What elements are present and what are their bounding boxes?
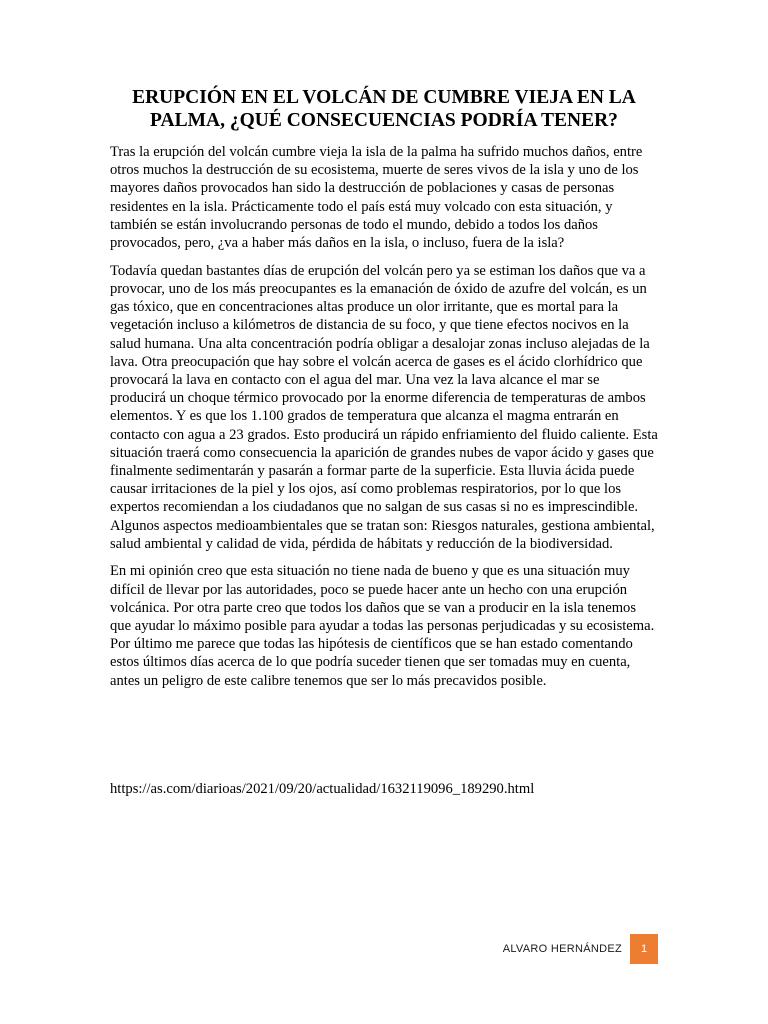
source-url: https://as.com/diarioas/2021/09/20/actualidad/1632119096_189290.html <box>110 781 535 797</box>
footer-author: ALVARO HERNÁNDEZ <box>502 943 622 955</box>
paragraph-consequences: Todavía quedan bastantes días de erupción del volcán pero ya se estiman los daños que va a provocar, uno de los más preocupantes es la emanación de óxido de azufre del volcán, es un gas tóxico, que en concentraciones altas produce un olor irritante, que es mortal para la vegetación incluso a kilómetros de distancia de su foco, y que tiene efectos nocivos en la salud humana. Una alta concentración podría obligar a desalojar zonas incluso alejadas de la lava. Otra preocupación que hay sobre el volcán acerca de gases es el ácido clorhídrico que provocará la lava en contacto con el agua del mar. Una vez la lava alcance el mar se producirá un choque térmico provocado por la enorme diferencia de temperaturas de ambos elementos. Y es que los 1.100 grados de temperatura que alcanza el magma entrarán en contacto con agua a 23 grados. Esto producirá un rápido enfriamiento del fluido caliente. Esta situación traerá como consecuencia la aparición de grandes nubes de vapor ácido y gases que finalmente sedimentarán y pasarán a formar parte de la superficie. Esta lluvia ácida puede causar irritaciones de la piel y los ojos, así como problemas respiratorios, por lo que los expertos recomiendan a los ciudadanos que no salgan de sus casas si no es imprescindible. Algunos aspectos medioambientales que se tratan son: Riesgos naturales, gestiona ambiental, salud ambiental y calidad de vida, pérdida de hábitats y reducción de la biodiversidad. <box>110 262 658 552</box>
page-footer <box>503 934 658 964</box>
paragraph-opinion: En mi opinión creo que esta situación no tiene nada de bueno y que es una situación muy difícil de llevar por las autoridades, poco se puede hacer ante un hecho con una erupción volcánica. Por otra parte creo que todos los daños que se van a producir en la isla tenemos que ayudar lo máximo posible para ayudar a todas las personas perjudicadas y su ecosistema. Por último me parece que todas las hipótesis de científicos que se han estado comentando estos últimos días acerca de lo que podría suceder tienen que ser tomadas muy en cuenta, antes un peligro de este calibre tenemos que ser lo más precavidos posible. <box>110 563 655 689</box>
paragraph-intro: Tras la erupción del volcán cumbre vieja la isla de la palma ha sufrido muchos daños, entre otros muchos la destrucción de su ecosistema, muerte de seres vivos de la isla y uno de los mayores daños provocados han sido la destrucción de poblaciones y casas de personas residentes en la isla. Prácticamente todo el país está muy volcado con esta situación, y también se están involucrando personas de todo el mundo, debido a todos los daños provocados, pero, ¿va a haber más daños en la isla, o incluso, fuera de la isla? <box>110 144 643 252</box>
document-title: ERUPCIÓN EN EL VOLCÁN DE CUMBRE VIEJA EN LA PALMA, ¿QUÉ CONSECUENCIAS PODRÍA TENER? <box>132 87 636 131</box>
document-body <box>110 143 658 699</box>
page-number-badge: 1 <box>630 934 658 964</box>
